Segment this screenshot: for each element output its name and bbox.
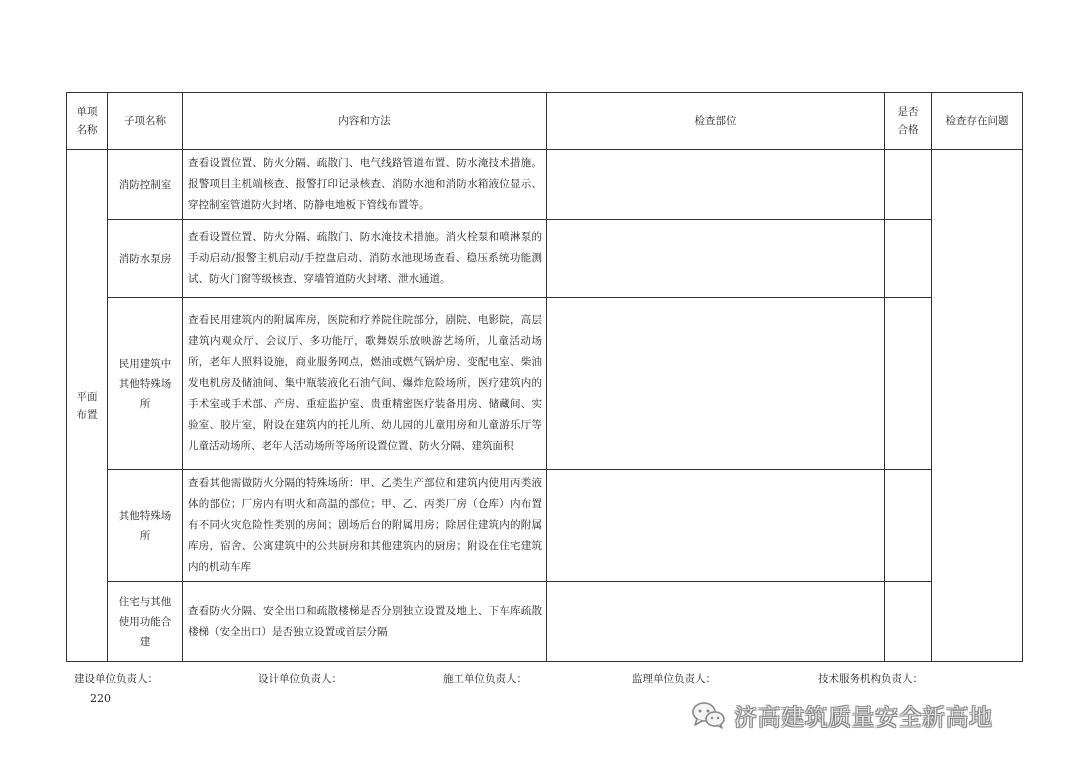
construction-signature-label: 建设单位负责人： <box>74 673 158 685</box>
header-unit-line2: 名称 <box>76 124 98 136</box>
content-cell: 查看防火分隔、安全出口和疏散楼梯是否分别独立设置及地上、下车库疏散楼梯（安全出口）是否独立设置或首层分隔 <box>183 582 547 662</box>
location-cell[interactable] <box>547 470 885 582</box>
table-row <box>67 470 1023 582</box>
supervision-signature-label: 监理单位负责人： <box>632 673 716 685</box>
design-signature-label: 设计单位负责人： <box>258 673 342 685</box>
page-number: 220 <box>90 692 111 705</box>
qualified-cell[interactable] <box>885 220 932 298</box>
unit-name-cell <box>67 150 108 662</box>
header-qualified-line2: 合格 <box>897 124 919 136</box>
header-location: 检查部位 <box>547 93 885 150</box>
location-cell[interactable] <box>547 582 885 662</box>
table-row <box>67 150 1023 220</box>
header-issues: 检查存在问题 <box>932 93 1023 150</box>
qualified-cell[interactable] <box>885 470 932 582</box>
content-cell: 查看设置位置、防火分隔、疏散门、防水淹技术措施。消火栓泵和喷淋泵的手动启动/报警主机启动/手控盘启动、消防水池现场查看、稳压系统功能测试、防火门窗等级核查、穿墙管道防火封堵、泄水通道。 <box>183 220 547 298</box>
qualified-cell[interactable] <box>885 150 932 220</box>
watermark-text: 济高建筑质量安全新高地 <box>734 704 993 731</box>
location-cell[interactable] <box>547 220 885 298</box>
sub-item-cell: 消防水泵房 <box>108 220 183 298</box>
watermark <box>690 700 993 730</box>
table-row <box>67 220 1023 298</box>
tech-service-signature-label: 技术服务机构负责人： <box>818 673 923 685</box>
content-cell: 查看民用建筑内的附属库房，医院和疗养院住院部分，剧院、电影院，高层建筑内观众厅、会议厅、多功能厅，歌舞娱乐放映游艺场所，儿童活动场所，老年人照料设施，商业服务网点，燃油或燃气锅炉房、变配电室、柴油发电机房及储油间、集中瓶装液化石油气间、爆炸危险场所，医疗建筑内的手术室或手术部、产房、重症监护室、贵重精密医疗装备用房、储藏间、实验室、胶片室，附设在建筑内的托儿所、幼儿园的儿童用房和儿童游乐厅等儿童活动场所、老年人活动场所等场所设置位置、防火分隔、建筑面积 <box>183 298 547 470</box>
content-cell: 查看其他需做防火分隔的特殊场所：甲、乙类生产部位和建筑内使用丙类液体的部位；厂房内有明火和高温的部位；甲、乙、丙类厂房（仓库）内布置有不同火灾危险性类别的房间；剧场后台的附属用房；除居住建筑内的附属库房，宿舍、公寓建筑中的公共厨房和其他建筑内的厨房；附设在住宅建筑内的机动车库 <box>183 470 547 582</box>
inspection-table <box>66 92 1023 662</box>
table-row <box>67 582 1023 662</box>
location-cell[interactable] <box>547 298 885 470</box>
issues-cell[interactable] <box>932 150 1023 662</box>
table-header-row <box>67 93 1023 150</box>
header-qualified <box>885 93 932 150</box>
sub-item-cell: 住宅与其他使用功能合建 <box>108 582 183 662</box>
qualified-cell[interactable] <box>885 582 932 662</box>
qualified-cell[interactable] <box>885 298 932 470</box>
unit-name-line1: 平面 <box>76 390 98 403</box>
sub-item-cell: 民用建筑中其他特殊场所 <box>108 298 183 470</box>
header-unit-name <box>67 93 108 150</box>
sub-item-cell: 其他特殊场所 <box>108 470 183 582</box>
location-cell[interactable] <box>547 150 885 220</box>
sub-item-cell: 消防控制室 <box>108 150 183 220</box>
header-qualified-line1: 是否 <box>897 106 919 118</box>
content-cell: 查看设置位置、防火分隔、疏散门、电气线路管道布置、防水淹技术措施。报警项目主机端核查、报警打印记录核查、消防水池和消防水箱液位显示、穿控制室管道防火封堵、防静电地板下管线布置等。 <box>183 150 547 220</box>
header-sub-item: 子项名称 <box>108 93 183 150</box>
header-unit-line1: 单项 <box>76 106 98 118</box>
table-row <box>67 298 1023 470</box>
wechat-icon <box>690 700 726 730</box>
header-content: 内容和方法 <box>183 93 547 150</box>
builder-signature-label: 施工单位负责人： <box>443 673 527 685</box>
unit-name-line2: 布置 <box>76 408 98 421</box>
